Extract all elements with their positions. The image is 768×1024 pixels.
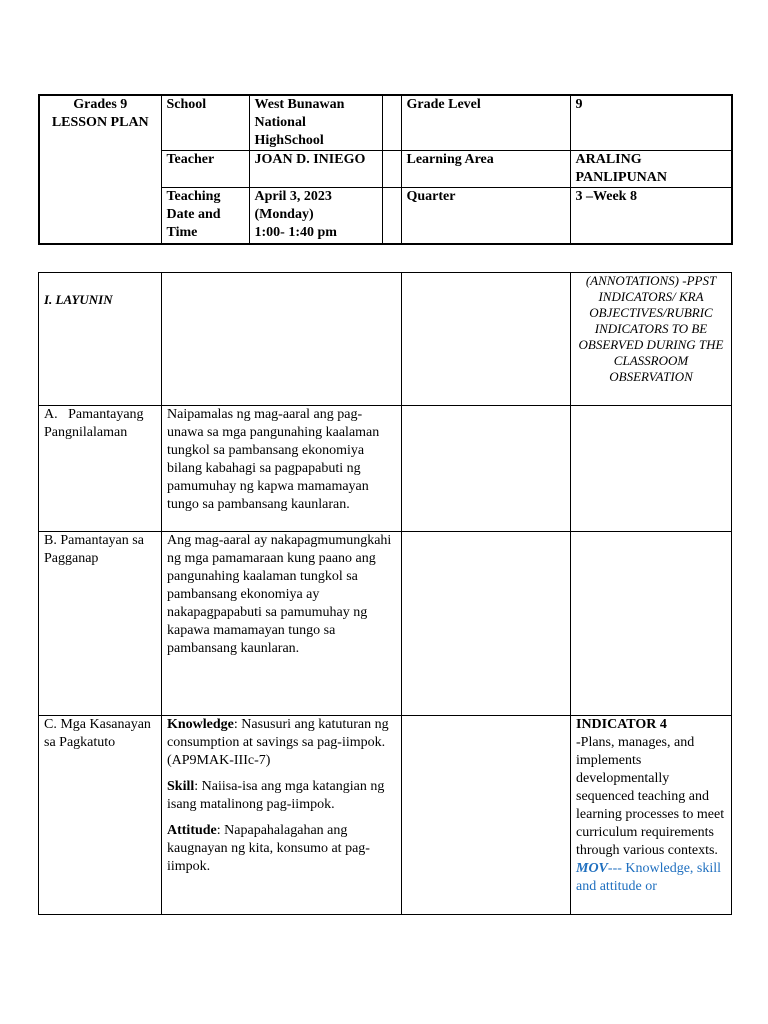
teaching-date-cell xyxy=(249,188,382,244)
attitude-text: : Napapahalagahan ang kaugnayan ng kita, konsumo at pag-iimpok. xyxy=(167,823,370,874)
grade-level-value: 9 xyxy=(570,95,732,151)
knowledge-competency xyxy=(167,716,396,770)
row-a-content: Naipamalas ng mag-aaral ang pag-unawa sa mga pangunahing kaalaman tungkol sa pambansang ekonomiya bilang kabahagi sa pagpapabuti ng pamumuhay ng kapwa mamamayan tungo sa pambansang kaunlaran. xyxy=(162,406,402,532)
teaching-date-label: Teaching Date and Time xyxy=(161,188,249,244)
layunin-heading: I. LAYUNIN xyxy=(44,292,113,307)
layunin-heading-cell xyxy=(39,273,162,406)
indicator-title: INDICATOR 4 xyxy=(576,717,667,732)
attitude-competency xyxy=(167,822,396,876)
blank-cell xyxy=(402,406,571,532)
lesson-plan-title: LESSON PLAN xyxy=(51,115,149,130)
teaching-time-value: 1:00- 1:40 pm xyxy=(254,225,337,240)
grade-level-label: Grade Level xyxy=(401,95,570,151)
row-b-content: Ang mag-aaral ay nakapagmumungkahi ng mga pamamaraan kung paano ang pangunahing kaalaman tungkol sa pambansang ekonomiya ay nakapagpapabuti sa pamumuhay ng kapawa mamamayan tungo sa pambansang kaunlaran. xyxy=(162,532,402,716)
blank-cell xyxy=(382,188,401,244)
indicator-cell xyxy=(571,716,732,915)
row-b-label: B. Pamantayan sa Pagganap xyxy=(39,532,162,716)
annotations-header: (ANNOTATIONS) -PPST INDICATORS/ KRA OBJECTIVES/RUBRIC INDICATORS TO BE OBSERVED DURING THE CLASSROOM OBSERVATION xyxy=(571,273,732,406)
school-value: West Bunawan National HighSchool xyxy=(249,95,382,151)
row-c-label: C. Mga Kasanayan sa Pagkatuto xyxy=(39,716,162,915)
layunin-table xyxy=(38,272,732,915)
teacher-value: JOAN D. INIEGO xyxy=(249,151,382,188)
mov-label: MOV xyxy=(576,861,608,876)
row-a-label: A. Pamantayang Pangnilalaman xyxy=(39,406,162,532)
skill-text: : Naiisa-isa ang mga katangian ng isang matalinong pag-iimpok. xyxy=(167,779,385,812)
learning-area-value: ARALING PANLIPUNAN xyxy=(570,151,732,188)
skill-competency xyxy=(167,778,396,814)
blank-cell xyxy=(402,716,571,915)
blank-cell xyxy=(382,151,401,188)
blank-cell xyxy=(402,273,571,406)
teacher-label: Teacher xyxy=(161,151,249,188)
blank-cell xyxy=(162,273,402,406)
teaching-date-value: April 3, 2023 (Monday) xyxy=(254,189,332,222)
lesson-plan-header-table xyxy=(38,94,733,245)
school-label: School xyxy=(161,95,249,151)
skill-label: Skill xyxy=(167,779,195,794)
knowledge-text: : Nasusuri ang katuturan ng consumption at savings sa pag-iimpok. (AP9MAK-IIIc-7) xyxy=(167,717,389,768)
mov-text: --- Knowledge, skill and attitude or xyxy=(576,861,722,894)
blank-cell xyxy=(382,95,401,151)
attitude-label: Attitude xyxy=(167,823,217,838)
mov-note xyxy=(576,860,726,896)
knowledge-label: Knowledge xyxy=(167,717,234,732)
quarter-label: Quarter xyxy=(401,188,570,244)
blank-cell xyxy=(402,532,571,716)
blank-cell xyxy=(571,532,732,716)
lesson-plan-title-cell xyxy=(39,95,161,244)
grade-title: Grades 9 xyxy=(73,97,128,112)
blank-cell xyxy=(571,406,732,532)
row-c-content xyxy=(162,716,402,915)
quarter-value: 3 –Week 8 xyxy=(570,188,732,244)
indicator-text: -Plans, manages, and implements developmentally sequenced teaching and learning processes to meet curriculum requirements through various contexts. xyxy=(576,735,725,858)
learning-area-label: Learning Area xyxy=(401,151,570,188)
